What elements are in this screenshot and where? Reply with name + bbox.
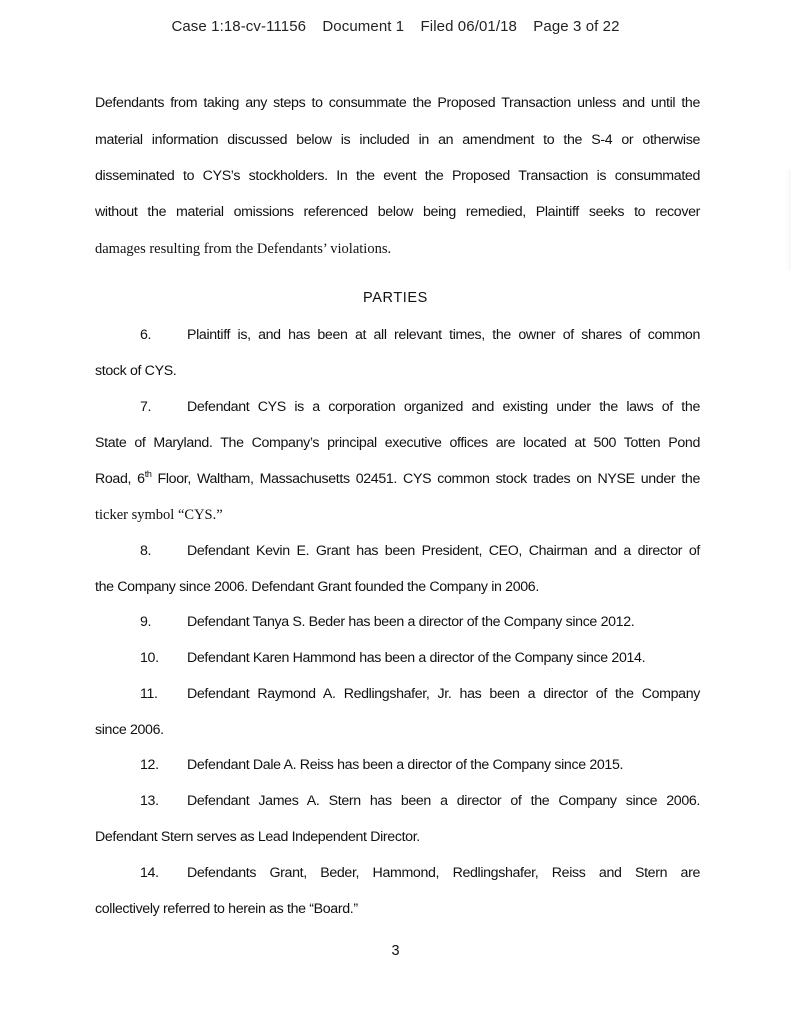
case-number: Case 1:18-cv-11156 <box>171 18 307 35</box>
paragraph-text: Defendant Karen Hammond has been a director of the Company since 2014. <box>187 650 646 666</box>
paragraph-text: Defendant Kevin E. Grant has been President, CEO, Chairman and a director of <box>187 543 700 559</box>
ordinal-suffix: th <box>144 469 152 479</box>
paragraph-6-cont: stock of CYS. <box>95 363 177 379</box>
section-heading: PARTIES <box>363 290 428 306</box>
address-rest: Floor, Waltham, Massachusetts 02451. CYS common stock trades on NYSE under the <box>151 471 700 487</box>
paragraph-number: 11. <box>140 686 158 702</box>
paragraph-text: Defendant James A. Stern has been a director of the Company since 2006. <box>187 793 700 809</box>
paragraph-number: 8. <box>140 543 152 559</box>
paragraph-number: 12. <box>140 757 159 773</box>
paragraph-7-cont: ticker symbol “CYS.” <box>95 507 223 523</box>
filed-date: Filed 06/01/18 <box>420 18 517 35</box>
paragraph-text: Plaintiff is, and has been at all relevant times, the owner of shares of common <box>187 327 700 343</box>
paragraph-text: Defendants Grant, Beder, Hammond, Redlingshafer, Reiss and Stern are <box>187 865 700 881</box>
intro-line: damages resulting from the Defendants’ violations. <box>95 241 392 257</box>
case-header <box>0 18 791 35</box>
intro-line: disseminated to CYS’s stockholders. In the event the Proposed Transaction is consummated <box>95 168 700 184</box>
paragraph-11-cont: since 2006. <box>95 722 164 738</box>
paragraph-number: 14. <box>140 865 159 881</box>
intro-line: Defendants from taking any steps to consummate the Proposed Transaction unless and until the <box>95 95 700 111</box>
paragraph-number: 7. <box>140 399 152 415</box>
paragraph-number: 10. <box>140 650 159 666</box>
paragraph-7-cont <box>95 470 700 488</box>
paragraph-text: Defendant Raymond A. Redlingshafer, Jr. has been a director of the Company <box>187 686 700 702</box>
page-edge-shadow <box>785 170 791 270</box>
paragraph-7-cont: State of Maryland. The Company’s principal executive offices are located at 500 Totten Pond <box>95 435 700 451</box>
paragraph-number: 13. <box>140 793 159 809</box>
intro-line: material information discussed below is included in an amendment to the S-4 or otherwise <box>95 132 700 148</box>
address-prefix: Road, 6 <box>95 471 145 487</box>
intro-line: without the material omissions referenced below being remedied, Plaintiff seeks to recover <box>95 204 700 220</box>
document-number: Document 1 <box>322 18 405 35</box>
paragraph-number: 9. <box>140 614 152 630</box>
page-indicator: Page 3 of 22 <box>533 18 620 35</box>
paragraph-text: Defendant Dale A. Reiss has been a director of the Company since 2015. <box>187 757 624 773</box>
paragraph-8-cont: the Company since 2006. Defendant Grant founded the Company in 2006. <box>95 579 539 595</box>
paragraph-13-cont: Defendant Stern serves as Lead Independent Director. <box>95 829 420 845</box>
paragraph-text: Defendant Tanya S. Beder has been a director of the Company since 2012. <box>187 614 635 630</box>
paragraph-14-cont: collectively referred to herein as the “Board.” <box>95 901 358 917</box>
paragraph-text: Defendant CYS is a corporation organized and existing under the laws of the <box>187 399 700 415</box>
paragraph-number: 6. <box>140 327 152 343</box>
page-number: 3 <box>391 943 400 959</box>
